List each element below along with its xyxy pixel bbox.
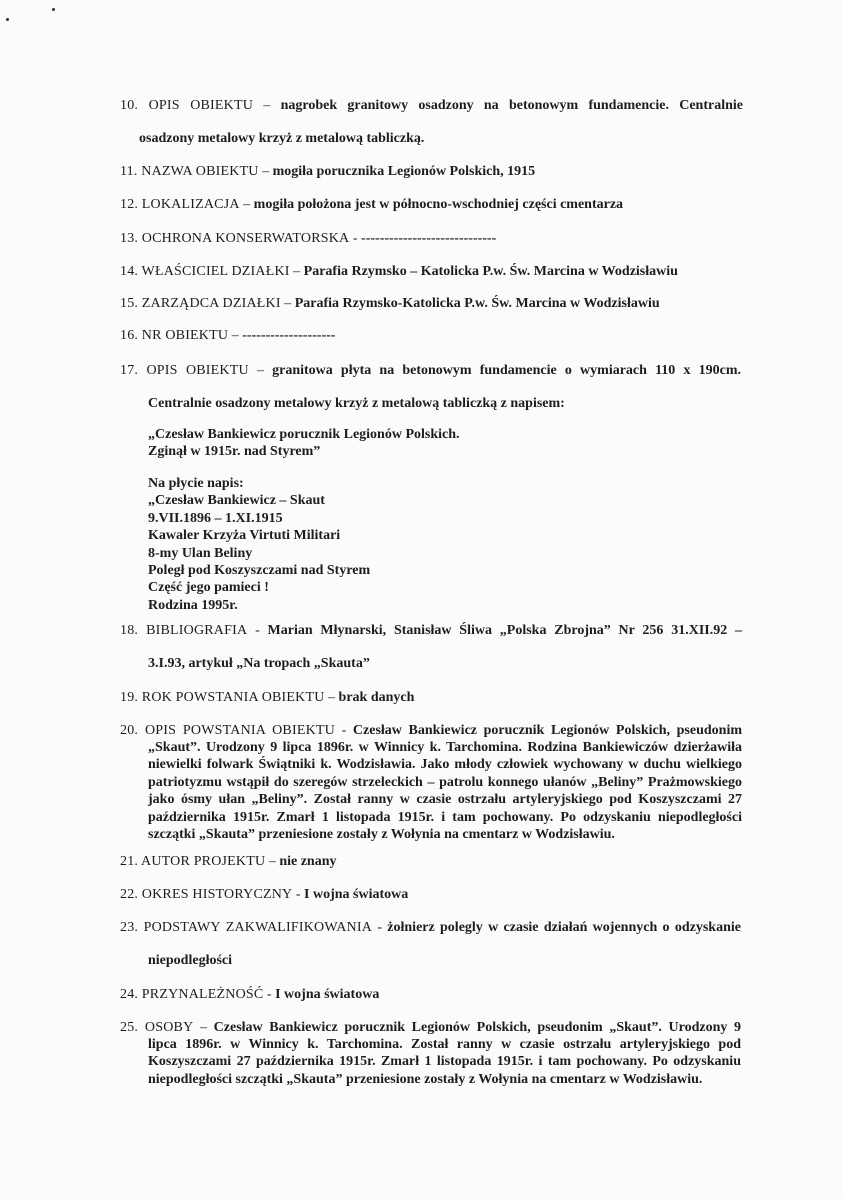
item-18-continuation xyxy=(148,655,370,672)
inscription-line: Na płycie napis: xyxy=(148,476,244,491)
item-value: I wojna światowa xyxy=(304,887,409,902)
item-key: 14. WŁAŚCICIEL DZIAŁKI xyxy=(120,264,290,279)
item-value: brak danych xyxy=(338,690,415,705)
item-sep: – xyxy=(193,1020,214,1035)
item-sep: - xyxy=(334,723,353,738)
item-value: żołnierz polegly w czasie działań wojennych o odzyskanie xyxy=(387,920,741,935)
item-value: osadzony metalowy krzyż z metalową tabliczką. xyxy=(139,131,425,146)
paragraph-line: jako ósmy ułan „Beliny”. Został ranny w czasie ostrzału artyleryjskiego pod Koszyszczami 27 xyxy=(148,792,742,808)
paragraph-line: „Skaut”. Urodzony 9 lipca 1896r. w Winnicy k. Tarchomina. Rodzina Bankiewiczów dzierżawiła xyxy=(148,740,742,755)
item-25 xyxy=(120,1019,741,1036)
item-key: 25. OSOBY xyxy=(120,1020,194,1035)
item-21 xyxy=(120,853,337,870)
item-value: Marian Młynarski, Stanisław Śliwa „Polska Zbrojna” Nr 256 31.XII.92 – xyxy=(267,623,742,638)
item-sep: – xyxy=(228,328,243,343)
item-sep: - xyxy=(247,623,268,638)
item-20-paragraph xyxy=(148,739,742,843)
item-value: 3.I.93, artykuł „Na tropach „Skauta” xyxy=(148,656,370,671)
item-key: 21. AUTOR PROJEKTU xyxy=(120,854,266,869)
item-20 xyxy=(120,722,742,739)
inscription-plate xyxy=(148,475,370,614)
inscription-cross xyxy=(148,426,460,461)
item-24 xyxy=(120,986,379,1003)
scan-speck xyxy=(6,18,9,21)
item-25-paragraph xyxy=(148,1036,741,1088)
item-key: 15. ZARZĄDCA DZIAŁKI xyxy=(120,296,281,311)
item-18 xyxy=(120,622,742,639)
item-13 xyxy=(120,230,496,247)
item-sep: – xyxy=(239,197,254,212)
item-sep: – xyxy=(324,690,339,705)
item-10 xyxy=(120,97,743,114)
item-sep: – xyxy=(280,296,295,311)
inscription-line: 9.VII.1896 – 1.XI.1915 xyxy=(148,510,283,526)
item-value: nie znany xyxy=(279,854,337,869)
paragraph-line: patriotyzmu wstąpił do szeregów strzeleckich – patrolu konnego ułanów „Beliny” Prażmowskiego xyxy=(148,774,742,790)
item-sep: – xyxy=(248,363,273,378)
item-19 xyxy=(120,689,414,706)
item-value: ----------------------------- xyxy=(361,231,497,246)
item-key: 16. NR OBIEKTU xyxy=(120,328,229,343)
paragraph-line: niewielki folwark Świątniki k. Wodzisławia. Jako młody człowiek wychowany w duchu wielkiego xyxy=(148,757,742,773)
item-value: granitowa płyta na betonowym fundamencie o wymiarach 110 x 190cm. xyxy=(272,363,741,378)
item-value: niepodległości xyxy=(148,953,233,968)
item-key: 23. PODSTAWY ZAKWALIFIKOWANIA xyxy=(120,920,373,935)
item-sep: – xyxy=(253,98,281,113)
item-key: 11. NAZWA OBIEKTU xyxy=(120,164,259,179)
item-11 xyxy=(120,163,535,180)
item-key: 19. ROK POWSTANIA OBIEKTU xyxy=(120,690,325,705)
item-value: mogiła położona jest w północno-wschodniej części cmentarza xyxy=(253,197,624,212)
item-12 xyxy=(120,196,623,213)
item-value: Centralnie osadzony metalowy krzyż z metalową tabliczką z napisem: xyxy=(148,396,565,411)
item-key: 10. OPIS OBIEKTU xyxy=(120,98,254,113)
item-key: 17. OPIS OBIEKTU xyxy=(120,363,249,378)
inscription-line: Poległ pod Koszyszczami nad Styrem xyxy=(148,563,371,579)
item-sep: – xyxy=(289,264,304,279)
item-value: -------------------- xyxy=(242,328,336,343)
item-value: Parafia Rzymsko-Katolicka P.w. Św. Marcina w Wodzisławiu xyxy=(294,296,660,311)
inscription-line: „Czesław Bankiewicz – Skaut xyxy=(148,493,325,509)
item-14 xyxy=(120,263,678,280)
item-sep: - xyxy=(292,887,305,902)
item-key: 20. OPIS POWSTANIA OBIEKTU xyxy=(120,723,335,738)
item-sep: - xyxy=(349,231,362,246)
inscription-line: Kawaler Krzyża Virtuti Militari xyxy=(148,528,341,544)
paragraph-line: szczątki „Skauta” przeniesione zostały z Wołynia na cmentarz w Wodzisławiu. xyxy=(148,827,615,843)
inscription-line: 8-my Ulan Beliny xyxy=(148,545,253,561)
item-key: 12. LOKALIZACJA xyxy=(120,197,240,212)
item-22 xyxy=(120,886,408,903)
paragraph-line: lipca 1896r. w Winnicy k. Tarchomina. Został ranny w czasie ostrzału artyleryjskiego pod xyxy=(148,1037,741,1052)
item-key: 13. OCHRONA KONSERWATORSKA xyxy=(120,231,350,246)
item-value: nagrobek granitowy osadzony na betonowym fundamencie. Centralnie xyxy=(280,98,743,113)
item-key: 24. PRZYNALEŻNOŚĆ xyxy=(120,987,264,1002)
inscription-line: Zginął w 1915r. nad Styrem” xyxy=(148,444,321,460)
item-value: Czesław Bankiewicz porucznik Legionów Polskich, pseudonim „Skaut”. Urodzony 9 xyxy=(213,1020,741,1035)
item-sep: - xyxy=(372,920,388,935)
paragraph-line: października 1915r. Zmarł 1 listopada 1915r. i tam pochowany. Po odzyskaniu niepodległości xyxy=(148,809,742,825)
item-value: Czesław Bankiewicz porucznik Legionów Polskich, pseudonim xyxy=(352,723,742,738)
item-sep: – xyxy=(258,164,273,179)
item-15 xyxy=(120,295,660,312)
item-sep: – xyxy=(265,854,280,869)
item-16 xyxy=(120,327,335,344)
item-17 xyxy=(120,362,741,379)
item-key: 22. OKRES HISTORYCZNY xyxy=(120,887,293,902)
paragraph-line: niepodległości szczątki „Skauta” przeniesione zostały z Wołynia na cmentarz w Wodzisławiu. xyxy=(148,1071,703,1087)
item-key: 18. BIBLIOGRAFIA xyxy=(120,623,248,638)
item-value: Parafia Rzymsko – Katolicka P.w. Św. Marcina w Wodzisławiu xyxy=(303,264,678,279)
scan-speck xyxy=(52,8,55,11)
item-value: mogiła porucznika Legionów Polskich, 1915 xyxy=(272,164,536,179)
item-23-continuation xyxy=(148,952,232,969)
inscription-line: Rodzina 1995r. xyxy=(148,597,238,613)
item-10-continuation xyxy=(139,130,424,147)
paragraph-line: Koszyszczami 27 października 1915r. Zmarł 1 listopada 1915r. i tam pochowany. Po odzyskaniu xyxy=(148,1054,741,1070)
item-23 xyxy=(120,919,741,936)
item-sep: - xyxy=(263,987,276,1002)
item-17-continuation xyxy=(148,395,565,412)
item-value: I wojna światowa xyxy=(275,987,380,1002)
inscription-line: Część jego pamieci ! xyxy=(148,580,269,596)
inscription-line: „Czesław Bankiewicz porucznik Legionów Polskich. xyxy=(148,427,460,442)
